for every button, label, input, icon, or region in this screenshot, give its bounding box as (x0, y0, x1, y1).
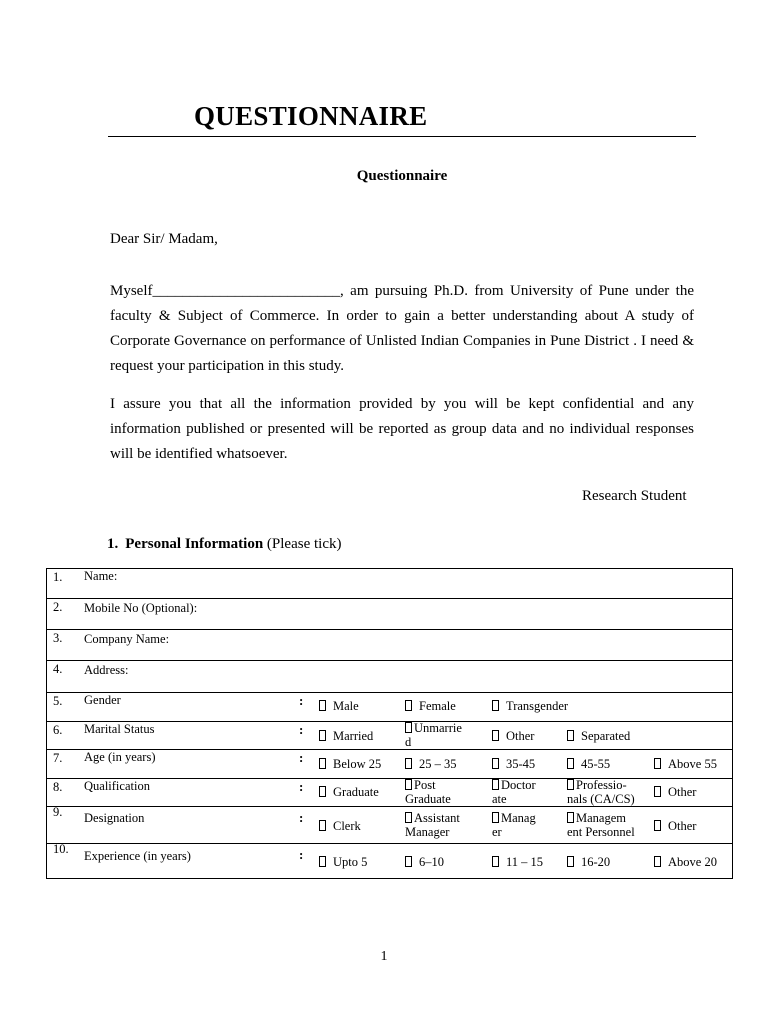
row-gender (47, 692, 732, 721)
checkbox[interactable] (405, 700, 412, 711)
colon: : (299, 847, 304, 862)
checkbox[interactable] (567, 856, 574, 867)
checkbox[interactable] (405, 722, 412, 733)
colon: : (299, 779, 304, 794)
option-assistant-manager[interactable]: Assistant Manager (405, 811, 460, 839)
option-35-45[interactable]: 35-45 (492, 757, 535, 771)
checkbox[interactable] (492, 700, 499, 711)
option-separated[interactable]: Separated (567, 729, 630, 743)
row-label: Mobile No (Optional): (84, 601, 198, 615)
row-label: Age (in years) (84, 750, 156, 764)
checkbox[interactable] (492, 730, 499, 741)
row-marital-status (47, 721, 732, 749)
checkbox[interactable] (492, 812, 499, 823)
option-doctorate[interactable]: Doctor ate (492, 778, 536, 806)
intro-paragraph: Myself_________________________, am pursuing Ph.D. from University of Pune under the faculty & Subject of Commerce. In order to gain a better understanding about A study of Corporate Governance on performance of Unlisted Indian Companies in Pune District . I need & request your participation in this study. (110, 283, 694, 374)
row-number: 10. (53, 842, 69, 856)
row-label: Experience (in years) (84, 849, 191, 863)
option-post-graduate[interactable]: Post Graduate (405, 778, 451, 806)
row-number: 5. (53, 694, 63, 708)
checkbox[interactable] (319, 730, 326, 741)
checkbox[interactable] (405, 779, 412, 790)
option-6-10[interactable]: 6–10 (405, 855, 444, 869)
checkbox[interactable] (319, 786, 326, 797)
checkbox[interactable] (319, 758, 326, 769)
checkbox[interactable] (319, 820, 326, 831)
row-mobile[interactable] (47, 598, 732, 629)
option-below-25[interactable]: Below 25 (319, 757, 381, 771)
checkbox[interactable] (567, 758, 574, 769)
row-number: 2. (53, 600, 63, 614)
section-note: (Please tick) (266, 536, 342, 552)
row-number: 8. (53, 780, 63, 794)
row-number: 9. (53, 805, 63, 819)
row-company[interactable] (47, 629, 732, 660)
row-designation (47, 806, 732, 843)
option-other[interactable]: Other (654, 819, 696, 833)
title-rule (108, 136, 696, 137)
page-number: 1 (380, 949, 388, 964)
row-number: 3. (53, 631, 63, 645)
checkbox[interactable] (405, 758, 412, 769)
personal-info-table (46, 568, 733, 879)
row-number: 4. (53, 662, 63, 676)
option-25-35[interactable]: 25 – 35 (405, 757, 457, 771)
option-above-55[interactable]: Above 55 (654, 757, 717, 771)
row-label: Address: (84, 663, 129, 677)
page-title: QUESTIONNAIRE (194, 101, 428, 131)
colon: : (299, 722, 304, 737)
checkbox[interactable] (319, 700, 326, 711)
option-manager[interactable]: Manag er (492, 811, 536, 839)
row-label: Name: (84, 569, 118, 583)
option-married[interactable]: Married (319, 729, 373, 743)
checkbox[interactable] (492, 856, 499, 867)
row-label: Designation (84, 811, 145, 825)
row-number: 1. (53, 570, 63, 584)
option-unmarried[interactable]: Unmarrie d (405, 721, 462, 749)
option-female[interactable]: Female (405, 699, 456, 713)
row-number: 6. (53, 723, 63, 737)
option-above-20[interactable]: Above 20 (654, 855, 717, 869)
option-other[interactable]: Other (492, 729, 534, 743)
row-number: 7. (53, 751, 63, 765)
checkbox[interactable] (405, 812, 412, 823)
checkbox[interactable] (567, 730, 574, 741)
option-male[interactable]: Male (319, 699, 359, 713)
option-transgender[interactable]: Transgender (492, 699, 568, 713)
option-upto-5[interactable]: Upto 5 (319, 855, 367, 869)
row-qualification (47, 778, 732, 806)
checkbox[interactable] (654, 786, 661, 797)
row-experience (47, 843, 732, 878)
option-16-20[interactable]: 16-20 (567, 855, 610, 869)
option-management-personnel[interactable]: Managem ent Personnel (567, 811, 635, 839)
row-address[interactable] (47, 660, 732, 692)
colon: : (299, 810, 304, 825)
section-title: Personal Information (125, 536, 264, 552)
option-45-55[interactable]: 45-55 (567, 757, 610, 771)
colon: : (299, 693, 304, 708)
option-other[interactable]: Other (654, 785, 696, 799)
option-clerk[interactable]: Clerk (319, 819, 361, 833)
checkbox[interactable] (319, 856, 326, 867)
salutation: Dear Sir/ Madam, (110, 231, 218, 247)
row-label: Qualification (84, 779, 150, 793)
option-graduate[interactable]: Graduate (319, 785, 379, 799)
colon: : (299, 750, 304, 765)
option-professionals[interactable]: Professio- nals (CA/CS) (567, 778, 635, 806)
checkbox[interactable] (405, 856, 412, 867)
checkbox[interactable] (654, 856, 661, 867)
confidentiality-paragraph: I assure you that all the information provided by you will be kept confidential and any information published or presented will be reported as group data and no individual responses will be identified whatsoever. (110, 396, 694, 462)
row-label: Company Name: (84, 632, 170, 646)
signature: Research Student (582, 488, 687, 504)
option-11-15[interactable]: 11 – 15 (492, 855, 543, 869)
checkbox[interactable] (567, 812, 574, 823)
checkbox[interactable] (654, 820, 661, 831)
section-heading (107, 536, 341, 553)
row-label: Gender (84, 693, 121, 707)
checkbox[interactable] (567, 779, 574, 790)
row-age (47, 749, 732, 778)
section-number: 1. (107, 536, 119, 552)
checkbox[interactable] (492, 779, 499, 790)
row-label: Marital Status (84, 722, 155, 736)
subtitle: Questionnaire (356, 168, 448, 184)
row-name[interactable] (47, 569, 732, 598)
checkbox[interactable] (654, 758, 661, 769)
checkbox[interactable] (492, 758, 499, 769)
